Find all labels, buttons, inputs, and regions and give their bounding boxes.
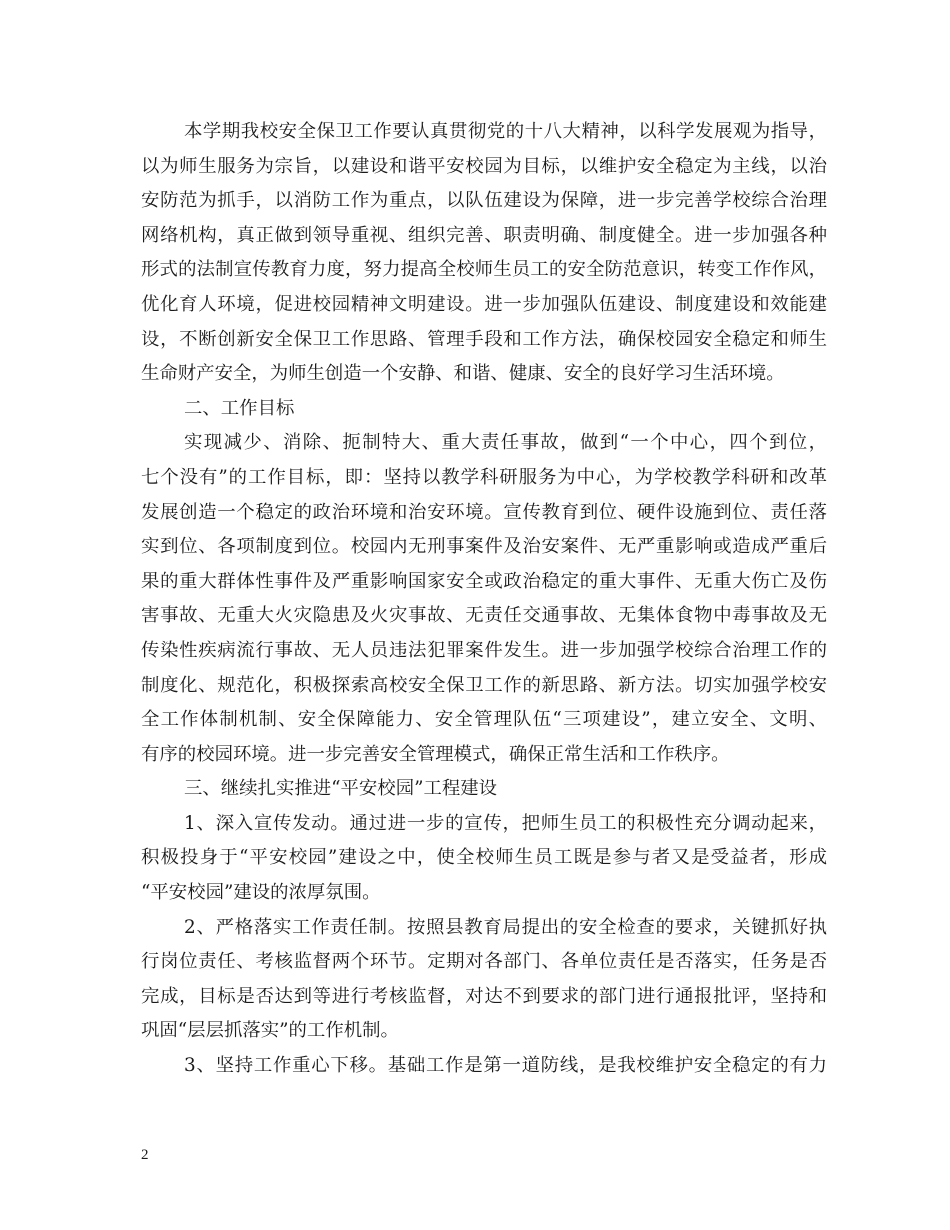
text-line: 生命财产安全，为师生创造一个安静、和谐、健康、安全的良好学习生活环境。 xyxy=(141,363,785,385)
text-line: 完成，目标是否达到等进行考核监督，对达不到要求的部门进行通报批评，坚持和 xyxy=(141,985,827,1007)
text-line: 传染性疾病流行事故、无人员违法犯罪案件发生。进一步加强学校综合治理工作的 xyxy=(141,639,827,661)
text-line: 安防范为抓手，以消防工作为重点，以队伍建设为保障，进一步完善学校综合治理 xyxy=(141,190,827,212)
text-line: 七个没有”的工作目标，即：坚持以教学科研服务为中心，为学校教学科研和改革 xyxy=(141,466,827,488)
text-line: 以为师生服务为宗旨，以建设和谐平安校园为目标，以维护安全稳定为主线，以治 xyxy=(141,155,827,177)
text-line: 巩固“层层抓落实”的工作机制。 xyxy=(141,1020,399,1042)
text-line: 形式的法制宣传教育力度，努力提高全校师生员工的安全防范意识，转变工作作风， xyxy=(141,259,827,281)
text-line: 害事故、无重大火灾隐患及火灾事故、无责任交通事故、无集体食物中毒事故及无 xyxy=(141,605,827,627)
text-line: “平安校园”建设的浓厚氛围。 xyxy=(141,882,381,904)
text-line: 有序的校园环境。进一步完善安全管理模式，确保正常生活和工作秩序。 xyxy=(141,743,730,765)
document-body xyxy=(141,115,827,1084)
text-line: 三、继续扎实推进“平安校园”工程建设 xyxy=(184,778,498,800)
text-line: 行岗位责任、考核监督两个环节。定期对各部门、各单位责任是否落实，任务是否 xyxy=(141,951,827,973)
text-line: 制度化、规范化，积极探索高校安全保卫工作的新思路、新方法。切实加强学校安 xyxy=(141,674,827,696)
text-line: 3、坚持工作重心下移。基础工作是第一道防线，是我校维护安全稳定的有力 xyxy=(184,1055,827,1077)
text-line: 实现减少、消除、扼制特大、重大责任事故，做到“一个中心，四个到位， xyxy=(184,432,827,454)
text-line: 优化育人环境，促进校园精神文明建设。进一步加强队伍建设、制度建设和效能建 xyxy=(141,293,827,315)
text-line: 发展创造一个稳定的政治环境和治安环境。宣传教育到位、硬件设施到位、责任落 xyxy=(141,501,827,523)
text-line: 实到位、各项制度到位。校园内无刑事案件及治安案件、无严重影响或造成严重后 xyxy=(141,536,827,558)
text-line: 网络机构，真正做到领导重视、组织完善、职责明确、制度健全。进一步加强各种 xyxy=(141,224,827,246)
text-line: 本学期我校安全保卫工作要认真贯彻党的十八大精神，以科学发展观为指导， xyxy=(184,121,827,142)
text-line: 果的重大群体性事件及严重影响国家安全或政治稳定的重大事件、无重大伤亡及伤 xyxy=(141,570,827,592)
text-line: 积极投身于“平安校园”建设之中，使全校师生员工既是参与者又是受益者，形成 xyxy=(141,847,827,869)
page-number: 2 xyxy=(141,1147,149,1163)
text-line: 设，不断创新安全保卫工作思路、管理手段和工作方法，确保校园安全稳定和师生 xyxy=(141,328,827,350)
text-line: 1、深入宣传发动。通过进一步的宣传，把师生员工的积极性充分调动起来， xyxy=(184,812,827,834)
text-line: 2、严格落实工作责任制。按照县教育局提出的安全检查的要求，关键抓好执 xyxy=(184,916,827,938)
text-line: 二、工作目标 xyxy=(184,397,295,419)
text-line: 全工作体制机制、安全保障能力、安全管理队伍“三项建设”，建立安全、文明、 xyxy=(141,709,827,731)
